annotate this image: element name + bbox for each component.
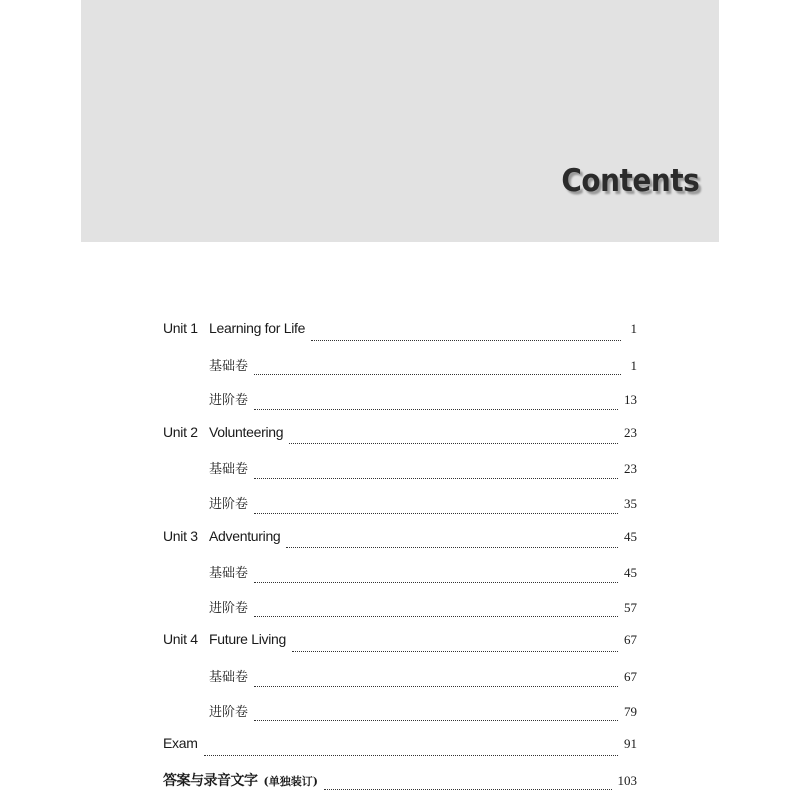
toc-entry-unit-1[interactable] (163, 320, 637, 355)
section-title: 进阶卷 (209, 496, 249, 512)
dot-leader (254, 478, 618, 479)
toc-entry-unit-4[interactable] (163, 631, 637, 666)
dot-leader (254, 409, 618, 410)
toc-entry-unit-2-basic[interactable] (163, 458, 637, 493)
exam-title: Exam (163, 735, 198, 752)
toc-entry-unit-4-advanced[interactable] (163, 701, 637, 736)
dot-leader (289, 443, 618, 444)
dot-leader (286, 547, 618, 548)
dot-leader (292, 651, 618, 652)
page-number: 67 (624, 668, 637, 684)
answers-title: 答案与录音文字 (163, 772, 258, 789)
page-number: 79 (624, 703, 637, 719)
section-title: 进阶卷 (209, 704, 249, 720)
page-number: 91 (624, 736, 637, 752)
page-number: 103 (617, 772, 637, 788)
toc-entry-unit-4-basic[interactable] (163, 666, 637, 701)
unit-title: Learning for Life (209, 320, 306, 336)
page-title: Contents (561, 163, 699, 199)
toc-entry-unit-2-advanced[interactable] (163, 493, 637, 528)
dot-leader (254, 720, 618, 721)
dot-leader (254, 616, 618, 617)
dot-leader (324, 789, 612, 790)
unit-title: Adventuring (209, 527, 281, 544)
unit-title: Future Living (209, 631, 287, 648)
section-title: 进阶卷 (209, 600, 249, 616)
unit-label: Unit 1 (163, 320, 198, 336)
toc-entry-answers[interactable] (163, 770, 637, 800)
page-number: 45 (624, 565, 637, 581)
page-number: 67 (624, 632, 637, 648)
dot-leader (254, 582, 618, 583)
dot-leader (311, 340, 621, 341)
toc-entry-unit-2[interactable] (163, 424, 637, 459)
section-title: 基础卷 (209, 358, 249, 374)
dot-leader (254, 686, 618, 687)
toc-entry-unit-1-advanced[interactable] (163, 389, 637, 424)
answers-note: (单独装订) (263, 774, 318, 788)
unit-label: Unit 3 (163, 527, 198, 544)
section-title: 基础卷 (209, 669, 249, 685)
dot-leader (254, 513, 618, 514)
toc-entry-exam[interactable] (163, 735, 637, 770)
page-number: 23 (624, 424, 637, 440)
page-number: 1 (630, 321, 637, 336)
unit-label: Unit 4 (163, 631, 198, 648)
unit-title: Volunteering (209, 423, 284, 440)
page-number: 1 (630, 357, 637, 373)
unit-label: Unit 2 (163, 423, 198, 440)
toc-entry-unit-1-basic[interactable] (163, 355, 637, 390)
section-title: 基础卷 (209, 566, 249, 582)
dot-leader (254, 374, 621, 375)
toc-entry-unit-3[interactable] (163, 528, 637, 563)
page-number: 57 (624, 599, 637, 615)
toc-entry-unit-3-advanced[interactable] (163, 597, 637, 632)
header-band (81, 0, 719, 242)
table-of-contents (163, 320, 637, 800)
section-title: 基础卷 (209, 462, 249, 478)
page-number: 23 (624, 461, 637, 477)
section-title: 进阶卷 (209, 393, 249, 409)
page-number: 35 (624, 495, 637, 511)
dot-leader (204, 755, 618, 756)
page-number: 13 (624, 392, 637, 408)
toc-entry-unit-3-basic[interactable] (163, 562, 637, 597)
page-number: 45 (624, 528, 637, 544)
